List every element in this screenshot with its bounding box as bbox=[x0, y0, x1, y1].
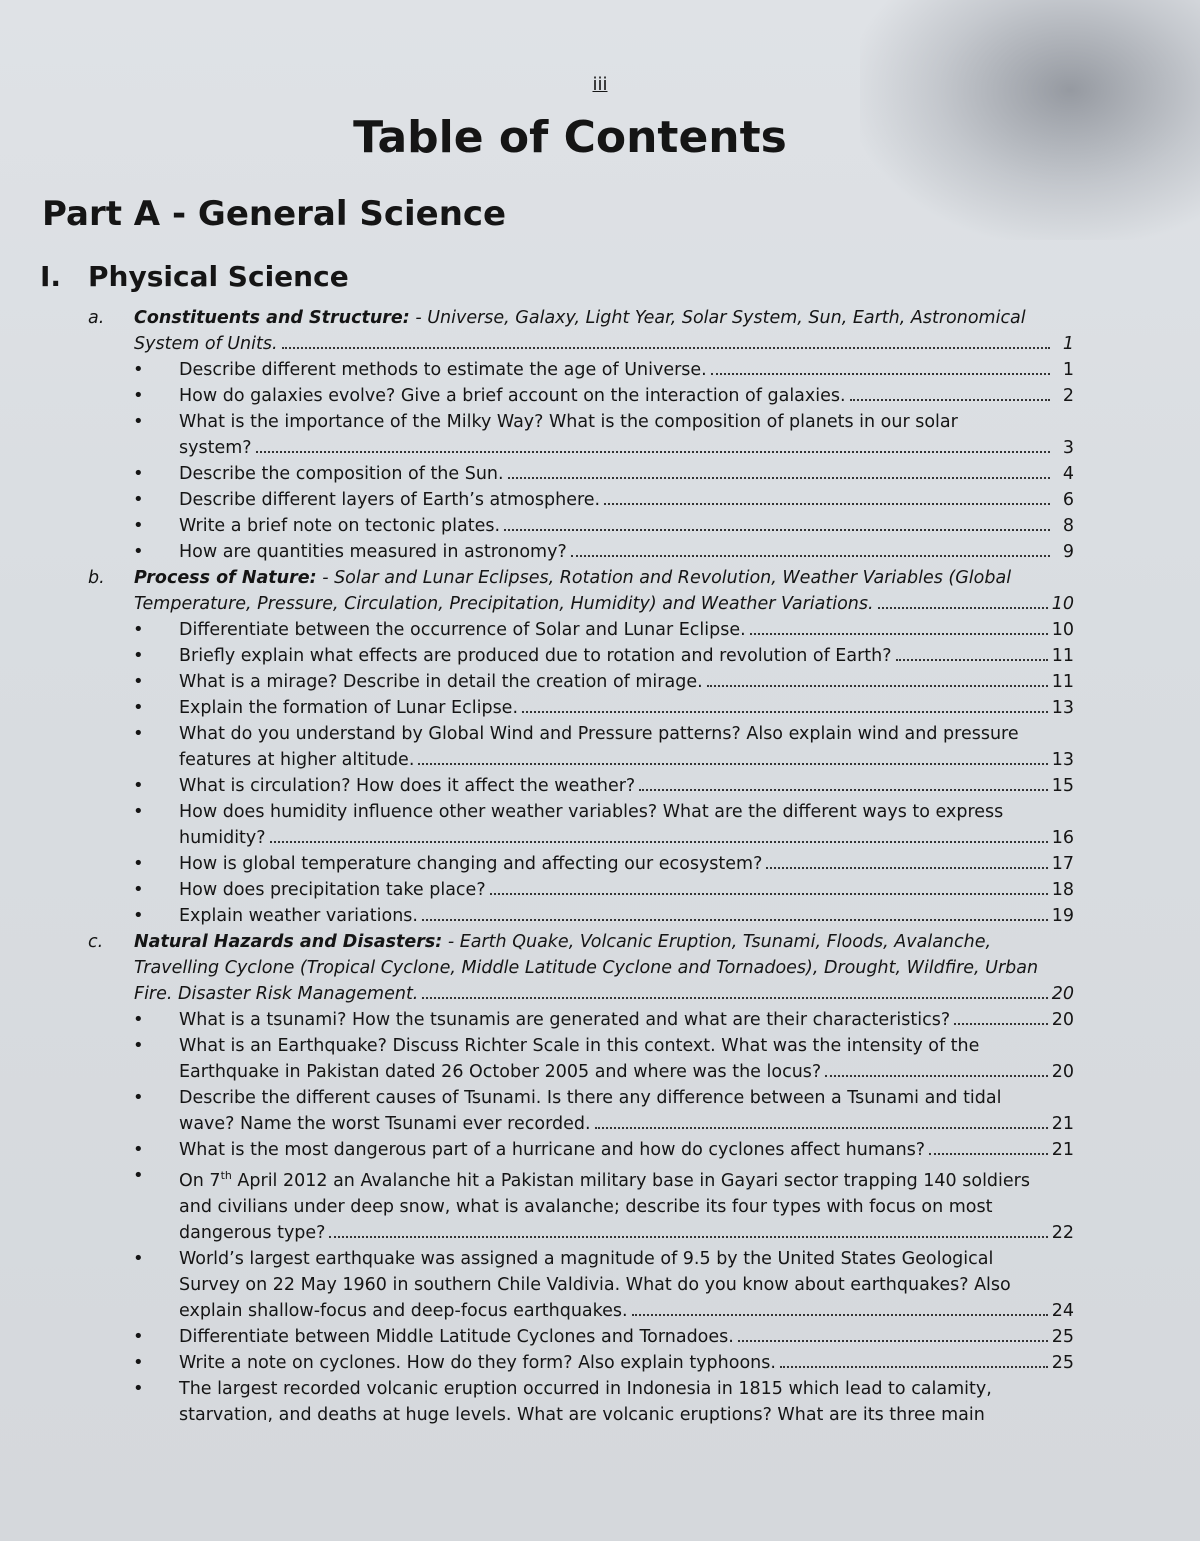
toc-item-body bbox=[179, 1033, 1074, 1085]
toc-item-body bbox=[179, 1137, 1074, 1163]
bullet-icon: • bbox=[133, 489, 144, 510]
page-ref: 24 bbox=[1051, 1300, 1074, 1321]
toc-item-body bbox=[179, 1376, 1074, 1428]
bullet-icon: • bbox=[133, 1139, 144, 1160]
toc-entry-last-line bbox=[179, 851, 1074, 877]
dot-leader bbox=[329, 1236, 1047, 1238]
toc-entry-text: What is a mirage? Describe in detail the creation of mirage. bbox=[179, 672, 703, 692]
part-title: Part A - General Science bbox=[42, 194, 507, 234]
toc-item-body bbox=[179, 721, 1074, 773]
bullet-icon: • bbox=[133, 645, 144, 666]
toc-entry-text: Briefly explain what effects are produced due to rotation and revolution of Earth? bbox=[179, 646, 892, 666]
toc-entry-last-line bbox=[179, 1350, 1074, 1376]
page-ref: 1 bbox=[1062, 334, 1074, 354]
toc-entry-last-line bbox=[179, 643, 1074, 669]
toc-entry-text: Temperature, Pressure, Circulation, Precipitation, Humidity) and Weather Variations. bbox=[134, 594, 874, 614]
dot-leader bbox=[632, 1314, 1048, 1316]
toc-item bbox=[0, 773, 1200, 799]
toc-item-line: Describe the different causes of Tsunami. Is there any difference between a Tsunami and tidal bbox=[179, 1088, 1002, 1108]
toc-subsection bbox=[0, 929, 1200, 1007]
toc-entry-last-line bbox=[179, 461, 1074, 487]
toc-item-body bbox=[179, 773, 1074, 799]
page-ref: 2 bbox=[1062, 386, 1074, 406]
dot-leader bbox=[929, 1153, 1048, 1155]
subsection-letter: c. bbox=[88, 932, 104, 952]
toc-entry-last-line bbox=[179, 1111, 1074, 1137]
bullet-icon: • bbox=[133, 1351, 144, 1373]
dot-leader bbox=[270, 841, 1048, 843]
bullet-icon: • bbox=[133, 359, 144, 380]
toc-item-body bbox=[179, 669, 1074, 695]
toc-item-body bbox=[179, 461, 1074, 487]
bullet-icon: • bbox=[133, 385, 144, 406]
page-ref: 8 bbox=[1062, 516, 1074, 536]
toc-item-line: What is an Earthquake? Discuss Richter Scale in this context. What was the intensity of the bbox=[179, 1036, 980, 1056]
toc-item-line: What do you understand by Global Wind and Pressure patterns? Also explain wind and pressure bbox=[179, 724, 1019, 744]
dot-leader bbox=[422, 997, 1047, 999]
toc-item-body bbox=[179, 539, 1074, 565]
page-ref: 11 bbox=[1051, 646, 1074, 666]
toc-item-body bbox=[179, 617, 1074, 643]
page-ref: 15 bbox=[1051, 776, 1074, 796]
page-ref: 1 bbox=[1062, 360, 1074, 380]
toc-item-line: What is the importance of the Milky Way? What is the composition of planets in our solar bbox=[179, 412, 958, 432]
toc-item bbox=[0, 513, 1200, 539]
page-ref: 4 bbox=[1062, 464, 1074, 484]
page-ref: 25 bbox=[1051, 1326, 1074, 1347]
toc-item bbox=[0, 1246, 1200, 1324]
bullet-icon: • bbox=[133, 1377, 144, 1399]
toc-entry-last-line bbox=[179, 669, 1074, 695]
toc-item-body bbox=[179, 357, 1074, 383]
toc-item-body bbox=[179, 643, 1074, 669]
dot-leader bbox=[780, 1366, 1048, 1368]
bullet-icon: • bbox=[133, 723, 144, 744]
toc-item bbox=[0, 851, 1200, 877]
dot-leader bbox=[256, 451, 1050, 453]
toc-item bbox=[0, 461, 1200, 487]
bullet-icon: • bbox=[133, 619, 144, 640]
dot-leader bbox=[282, 347, 1050, 349]
page-ref: 20 bbox=[1051, 1062, 1074, 1082]
toc-item-body bbox=[179, 1007, 1074, 1033]
dot-leader bbox=[825, 1075, 1048, 1077]
toc-entry-text: Fire. Disaster Risk Management. bbox=[134, 984, 419, 1004]
page-ref: 3 bbox=[1062, 438, 1074, 458]
dot-leader bbox=[639, 789, 1047, 791]
page-ref: 20 bbox=[1051, 984, 1074, 1004]
bullet-icon: • bbox=[133, 463, 144, 484]
toc-entry-text: system? bbox=[179, 438, 252, 458]
toc-item bbox=[0, 877, 1200, 903]
toc-entry-text: Earthquake in Pakistan dated 26 October 2005 and where was the locus? bbox=[179, 1062, 822, 1082]
toc-item-body bbox=[179, 1324, 1074, 1350]
page-ref: 20 bbox=[1051, 1010, 1074, 1030]
toc-entry-last-line bbox=[179, 695, 1074, 721]
bullet-icon: • bbox=[133, 801, 144, 822]
toc-item-body bbox=[179, 487, 1074, 513]
page-ref: 9 bbox=[1062, 542, 1074, 562]
toc-item bbox=[0, 1085, 1200, 1137]
toc-item bbox=[0, 539, 1200, 565]
toc-entry-text: Differentiate between Middle Latitude Cyclones and Tornadoes. bbox=[179, 1326, 734, 1347]
toc-entry-last-line bbox=[179, 1007, 1074, 1033]
page-ref: 25 bbox=[1051, 1352, 1074, 1373]
toc-item bbox=[0, 799, 1200, 851]
document-title: Table of Contents bbox=[353, 112, 787, 163]
toc-entry-last-line bbox=[179, 1298, 1074, 1324]
toc-item-line: On 7th April 2012 an Avalanche hit a Pakistan military base in Gayari sector trapping 140 soldiers bbox=[179, 1169, 1030, 1191]
toc-item-line: starvation, and deaths at huge levels. What are volcanic eruptions? What are its three main bbox=[179, 1404, 985, 1425]
subsection-heading: Process of Nature: bbox=[134, 568, 317, 588]
toc-entry-last-line bbox=[179, 383, 1074, 409]
toc-entry-last-line bbox=[179, 435, 1074, 461]
subsection-line: Process of Nature: - Solar and Lunar Eclipses, Rotation and Revolution, Weather Variables (Global bbox=[134, 568, 1012, 588]
toc-entry-text: How are quantities measured in astronomy? bbox=[179, 542, 567, 562]
toc-entry-text: Describe different methods to estimate the age of Universe. bbox=[179, 360, 707, 380]
bullet-icon: • bbox=[133, 541, 144, 562]
dot-leader bbox=[954, 1023, 1048, 1025]
toc-item bbox=[0, 721, 1200, 773]
dot-leader bbox=[422, 919, 1048, 921]
toc-entry-text: What is circulation? How does it affect the weather? bbox=[179, 776, 636, 796]
toc-entry-text: Write a note on cyclones. How do they form? Also explain typhoons. bbox=[179, 1352, 776, 1373]
dot-leader bbox=[711, 373, 1050, 375]
toc-item bbox=[0, 617, 1200, 643]
subsection-body bbox=[134, 929, 1074, 1007]
toc-item-line: and civilians under deep snow, what is avalanche; describe its four types with focus on most bbox=[179, 1196, 993, 1217]
toc-entry-last-line bbox=[134, 981, 1074, 1007]
toc-entry-last-line bbox=[179, 773, 1074, 799]
bullet-icon: • bbox=[133, 671, 144, 692]
toc-item bbox=[0, 1007, 1200, 1033]
dot-leader bbox=[707, 685, 1048, 687]
toc-item bbox=[0, 1137, 1200, 1163]
toc-item-body bbox=[179, 695, 1074, 721]
toc-entry-text: How is global temperature changing and affecting our ecosystem? bbox=[179, 854, 763, 874]
bullet-icon: • bbox=[133, 1087, 144, 1108]
page-ref: 6 bbox=[1062, 490, 1074, 510]
toc-entry-last-line bbox=[179, 903, 1074, 929]
dot-leader bbox=[504, 529, 1050, 531]
toc-item-body bbox=[179, 1350, 1074, 1376]
dot-leader bbox=[595, 1127, 1048, 1129]
page-ref: 13 bbox=[1051, 750, 1074, 770]
page-ref: 21 bbox=[1051, 1114, 1074, 1134]
toc-entry-text: Differentiate between the occurrence of Solar and Lunar Eclipse. bbox=[179, 620, 746, 640]
dot-leader bbox=[490, 893, 1048, 895]
page-ref: 22 bbox=[1051, 1222, 1074, 1243]
bullet-icon: • bbox=[133, 411, 144, 432]
toc-entry-last-line bbox=[179, 877, 1074, 903]
toc-item bbox=[0, 1324, 1200, 1350]
toc-item bbox=[0, 383, 1200, 409]
toc-item-body bbox=[179, 513, 1074, 539]
dot-leader bbox=[604, 503, 1050, 505]
dot-leader bbox=[850, 399, 1050, 401]
page-ref: 21 bbox=[1051, 1140, 1074, 1160]
toc-entry-last-line bbox=[179, 825, 1074, 851]
dot-leader bbox=[766, 867, 1047, 869]
dot-leader bbox=[896, 659, 1048, 661]
subsection-letter: b. bbox=[88, 568, 105, 588]
subsection-line: Natural Hazards and Disasters: - Earth Quake, Volcanic Eruption, Tsunami, Floods, Avalanche, bbox=[134, 932, 992, 952]
page-ref: 11 bbox=[1051, 672, 1074, 692]
subsection-heading: Constituents and Structure: bbox=[134, 308, 410, 328]
toc-entry-text: Describe the composition of the Sun. bbox=[179, 464, 504, 484]
toc-entry-last-line bbox=[179, 1137, 1074, 1163]
toc-item bbox=[0, 1376, 1200, 1428]
toc-entry-text: wave? Name the worst Tsunami ever recorded. bbox=[179, 1114, 591, 1134]
toc-item-line: World’s largest earthquake was assigned a magnitude of 9.5 by the United States Geological bbox=[179, 1248, 994, 1269]
toc-item bbox=[0, 1350, 1200, 1376]
toc-entry-last-line bbox=[134, 591, 1074, 617]
bullet-icon: • bbox=[133, 1325, 144, 1347]
section-title-text: Physical Science bbox=[88, 260, 349, 293]
toc-item bbox=[0, 669, 1200, 695]
toc-item-body bbox=[179, 851, 1074, 877]
page-ref: 10 bbox=[1051, 594, 1074, 614]
toc-item-line: How does humidity influence other weather variables? What are the different ways to express bbox=[179, 802, 1004, 822]
ordinal-suffix: th bbox=[220, 1169, 232, 1182]
toc-entry-last-line bbox=[179, 1059, 1074, 1085]
page-ref: 19 bbox=[1051, 906, 1074, 926]
toc-item-line: The largest recorded volcanic eruption occurred in Indonesia in 1815 which lead to calamity, bbox=[179, 1378, 992, 1399]
subsection-line: Travelling Cyclone (Tropical Cyclone, Middle Latitude Cyclone and Tornadoes), Drought, Wildfire, Urban bbox=[134, 958, 1039, 978]
toc-item-body bbox=[179, 799, 1074, 851]
dot-leader bbox=[522, 711, 1048, 713]
dot-leader bbox=[738, 1340, 1048, 1342]
toc-entry-last-line bbox=[134, 331, 1074, 357]
toc-entry-last-line bbox=[179, 1220, 1074, 1246]
toc-item bbox=[0, 1163, 1200, 1246]
bullet-icon: • bbox=[133, 1035, 144, 1056]
toc-entry-last-line bbox=[179, 487, 1074, 513]
page-number: iii bbox=[592, 74, 608, 95]
toc-item-body bbox=[179, 409, 1074, 461]
toc-item-body bbox=[179, 1246, 1074, 1324]
subsection-line: Constituents and Structure: - Universe, Galaxy, Light Year, Solar System, Sun, Earth, Astronomical bbox=[134, 308, 1026, 328]
page-ref: 10 bbox=[1051, 620, 1074, 640]
toc-entry-last-line bbox=[179, 1324, 1074, 1350]
toc-entry-last-line bbox=[179, 747, 1074, 773]
toc-entry-last-line bbox=[179, 617, 1074, 643]
dot-leader bbox=[878, 607, 1048, 609]
toc-item bbox=[0, 487, 1200, 513]
section-title bbox=[40, 260, 349, 293]
toc-entry-text: What is a tsunami? How the tsunamis are generated and what are their characteristics? bbox=[179, 1010, 951, 1030]
toc-item-body bbox=[179, 903, 1074, 929]
toc-item bbox=[0, 695, 1200, 721]
bullet-icon: • bbox=[133, 905, 144, 926]
dot-leader bbox=[571, 555, 1050, 557]
toc-list bbox=[0, 305, 1200, 1428]
dot-leader bbox=[750, 633, 1048, 635]
subsection-heading: Natural Hazards and Disasters: bbox=[134, 932, 443, 952]
bullet-icon: • bbox=[133, 775, 144, 796]
toc-entry-last-line bbox=[179, 539, 1074, 565]
toc-item bbox=[0, 1033, 1200, 1085]
bullet-icon: • bbox=[133, 879, 144, 900]
toc-entry-text: Write a brief note on tectonic plates. bbox=[179, 516, 501, 536]
toc-entry-text: Explain weather variations. bbox=[179, 906, 418, 926]
toc-item bbox=[0, 643, 1200, 669]
bullet-icon: • bbox=[133, 1165, 144, 1186]
toc-entry-last-line bbox=[179, 513, 1074, 539]
toc-item bbox=[0, 357, 1200, 383]
toc-item-body bbox=[179, 877, 1074, 903]
dot-leader bbox=[508, 477, 1050, 479]
bullet-icon: • bbox=[133, 515, 144, 536]
toc-item bbox=[0, 903, 1200, 929]
toc-entry-text: humidity? bbox=[179, 828, 266, 848]
bullet-icon: • bbox=[133, 853, 144, 874]
toc-entry-text: What is the most dangerous part of a hurricane and how do cyclones affect humans? bbox=[179, 1140, 926, 1160]
section-numeral: I. bbox=[40, 260, 62, 293]
page-ref: 13 bbox=[1051, 698, 1074, 718]
page-ref: 17 bbox=[1051, 854, 1074, 874]
toc-entry-last-line bbox=[179, 357, 1074, 383]
toc-entry-text: explain shallow-focus and deep-focus earthquakes. bbox=[179, 1300, 628, 1321]
subsection-body bbox=[134, 565, 1074, 617]
toc-item-body bbox=[179, 1085, 1074, 1137]
page-ref: 16 bbox=[1051, 828, 1074, 848]
toc-item-body bbox=[179, 383, 1074, 409]
toc-entry-text: features at higher altitude. bbox=[179, 750, 415, 770]
subsection-letter: a. bbox=[88, 308, 105, 328]
toc-entry-text: How does precipitation take place? bbox=[179, 880, 486, 900]
bullet-icon: • bbox=[133, 1009, 144, 1030]
toc-entry-text: Explain the formation of Lunar Eclipse. bbox=[179, 698, 519, 718]
bullet-icon: • bbox=[133, 697, 144, 718]
toc-entry-text: Describe different layers of Earth’s atmosphere. bbox=[179, 490, 601, 510]
toc-subsection bbox=[0, 305, 1200, 357]
toc-item bbox=[0, 409, 1200, 461]
page-ref: 18 bbox=[1051, 880, 1074, 900]
dot-leader bbox=[418, 763, 1047, 765]
toc-item-line: Survey on 22 May 1960 in southern Chile Valdivia. What do you know about earthquakes? Also bbox=[179, 1274, 1011, 1295]
toc-subsection bbox=[0, 565, 1200, 617]
toc-item-body bbox=[179, 1163, 1074, 1246]
toc-entry-text: dangerous type? bbox=[179, 1222, 326, 1243]
bullet-icon: • bbox=[133, 1247, 144, 1269]
toc-entry-text: How do galaxies evolve? Give a brief account on the interaction of galaxies. bbox=[179, 386, 846, 406]
toc-entry-text: System of Units. bbox=[134, 334, 278, 354]
subsection-body bbox=[134, 305, 1074, 357]
